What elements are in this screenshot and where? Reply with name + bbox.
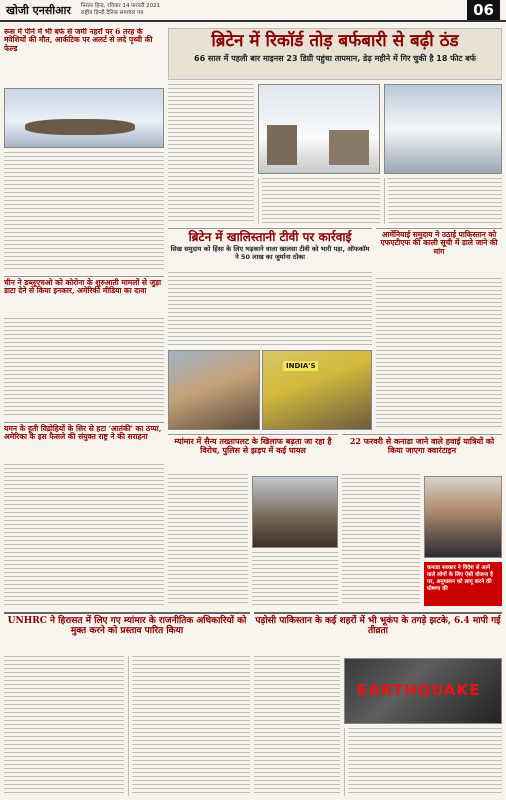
myanmar-body-2 (252, 552, 338, 606)
canada-quote: कनाडा सरकार ने विदेश से आने वाले लोगों के लिए ऐसी योजना है पर, अनुपालन को लागू करने की घोषणा की (424, 562, 502, 606)
masthead (0, 0, 506, 22)
yemen-body (4, 464, 164, 606)
yemen-story (4, 422, 164, 462)
armenia-body (376, 278, 502, 430)
myanmar-crowd-photo (252, 476, 338, 548)
myanmar-body (168, 474, 248, 606)
quake-headline: पड़ोसी पाकिस्तान के कई शहरों में भी भूकंप के तगड़े झटके, 6.4 मापी गई तीव्रता (255, 616, 501, 636)
earthquake-photo (344, 658, 502, 724)
khalistan-headline: ब्रिटेन में खालिस्तानी टीवी पर कार्रवाई (188, 230, 352, 244)
snow-trees-photo (384, 84, 502, 174)
khalistan-body (168, 272, 372, 347)
paper-name: खोजी एनसीआर (6, 3, 71, 17)
quake-body-2 (344, 728, 502, 796)
frozen-river-photo (4, 88, 164, 148)
page-number: 06 (467, 0, 500, 20)
khalistan-story (168, 228, 372, 270)
unhrc-body-1 (4, 656, 124, 796)
quake-story (254, 612, 502, 652)
canada-story (342, 434, 502, 472)
china-story (4, 276, 164, 316)
dateline: निरंतर हिन्द, रविवार 14 फरवरी 2021 (80, 3, 161, 9)
tagline: राष्ट्रीय हिन्दी दैनिक समाचार पत्र (80, 10, 144, 16)
trudeau-photo (424, 476, 502, 558)
earthquake-label: EARTHQUAKE (357, 681, 481, 699)
armenia-headline: आर्मेनियाई समुदाय ने उठाई पाकिस्तान को एफएटीएफ की काली सूची में डाले जाने की मांग (380, 230, 498, 256)
lead-body-col1 (168, 84, 254, 224)
unhrc-body-2 (128, 656, 250, 796)
house-shape (267, 125, 297, 165)
canada-body (342, 474, 420, 606)
lead-body-col3 (384, 178, 502, 224)
left-top-story (4, 28, 164, 88)
protest-sign: INDIA'S (283, 361, 318, 371)
khalistan-subhead: सिख समुदाय को हिंसा के लिए भड़काने वाला खालसा टीवी को भारी पड़ा, ऑफकॉम ने 50 लाख का जुर्माना ठोका (170, 245, 370, 261)
left-top-headline: रूस में पीने में भी बर्फ से जमी नहरों पर 6 तरह के मवेशियों की मौत, आर्कटिक पर अलर्ट से लदे पृथ्वी की फेल्ड (4, 28, 153, 53)
left-top-body (4, 152, 164, 272)
protest-photo-1 (168, 350, 260, 430)
yemen-headline: यमन के हूती विद्रोहियों के सिर से हटा 'आतंकी' का ठप्पा, अमेरिका के इस फैसले की संयुक्त राष्ट्र ने की सराहना (4, 424, 162, 442)
china-body (4, 318, 164, 418)
china-headline: चीन ने डब्लूएचओ को कोरोना के शुरुआती मामलों से जुड़ा डाटा देने से किया इनकार, अमेरिकी मीडिया का दावा (4, 278, 162, 296)
myanmar-story (168, 434, 338, 472)
armenia-story (376, 228, 502, 276)
canada-headline: 22 फरवरी से कनाडा जाने वाले हवाई यात्रियों को किया जाएगा क्वारंटाइन (349, 436, 495, 455)
lead-subhead: 66 साल में पहली बार माइनस 23 डिग्री पहुंचा तापमान, डेढ़ महीने में गिर चुकी है 18 फीट बर्फ (194, 53, 476, 63)
protest-photo-2 (262, 350, 372, 430)
lead-banner (168, 28, 502, 80)
unhrc-story (4, 612, 250, 652)
cattle-shape (25, 119, 135, 135)
masthead-info (81, 3, 457, 17)
lead-body-col2 (258, 178, 380, 224)
unhrc-headline: UNHRC ने हिरासत में लिए गए म्यांमार के राजनीतिक अधिकारियों को मुक्त करने को प्रस्ताव पारित किया (7, 616, 247, 636)
snow-street-photo (258, 84, 380, 174)
myanmar-headline: म्यांमार में सैन्य तख्तापलट के खिलाफ बढ़ता जा रहा है विरोध, पुलिस से झड़प में कई घायल (174, 436, 332, 455)
quake-body-1 (254, 656, 340, 796)
lead-headline: ब्रिटेन में रिकॉर्ड तोड़ बर्फबारी से बढ़ी ठंड (211, 31, 459, 51)
house-shape-2 (329, 130, 369, 165)
